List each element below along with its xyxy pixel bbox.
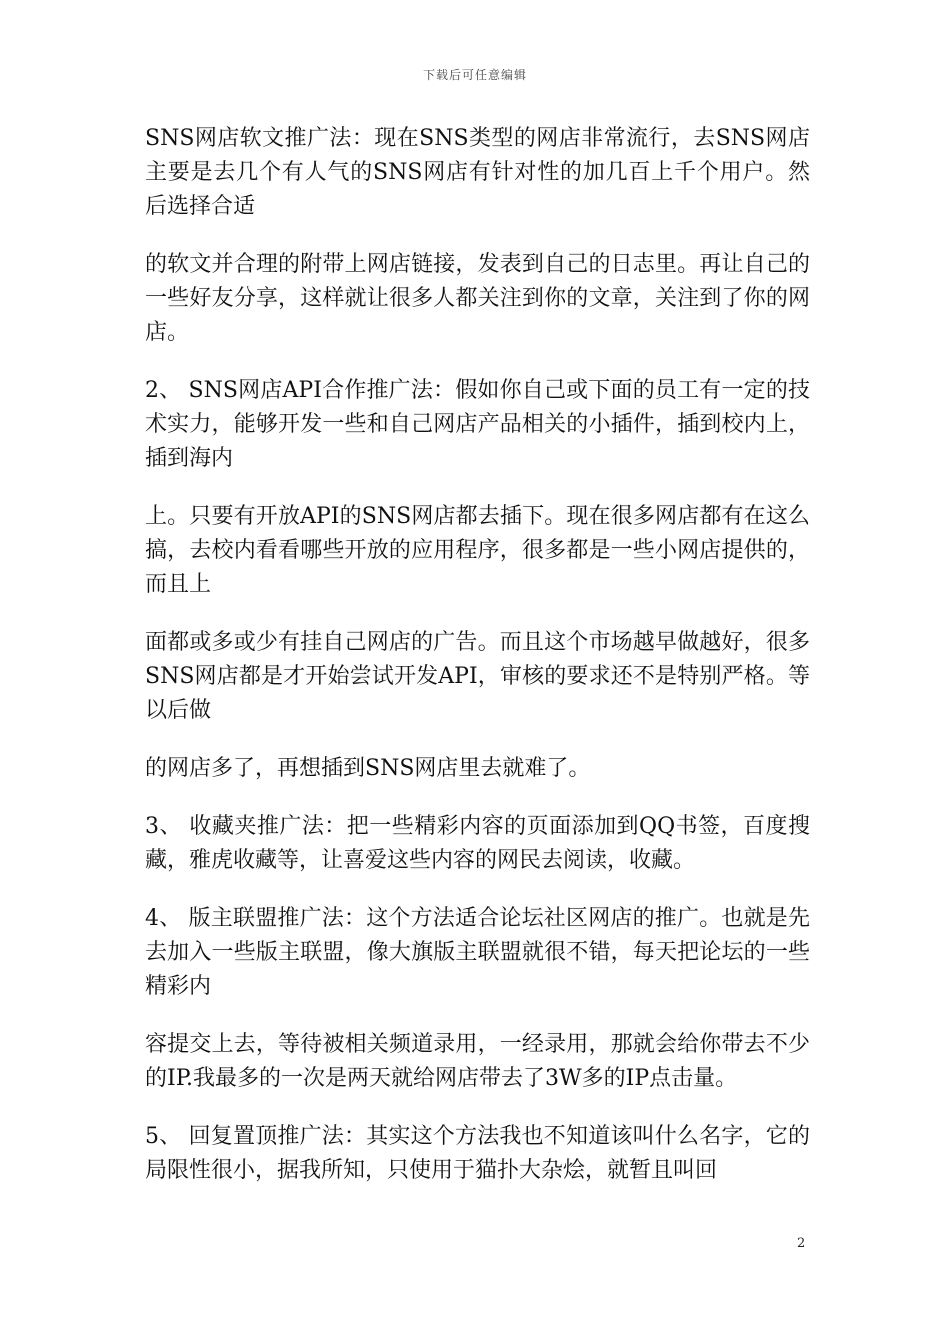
paragraph: 的软文并合理的附带上网店链接，发表到自己的日志里。再让自己的一些好友分享，这样就让很多人都关注到你的文章，关注到了你的网店。 bbox=[145, 252, 810, 345]
page-header: 下载后可任意编辑 bbox=[422, 68, 527, 82]
document-body bbox=[145, 122, 810, 1212]
paragraph: 面都或多或少有挂自己网店的广告。而且这个市场越早做越好，很多SNS网店都是才开始尝试开发API，审核的要求还不是特别严格。等以后做 bbox=[145, 630, 810, 723]
paragraph: 上。只要有开放API的SNS网店都去插下。现在很多网店都有在这么搞，去校内看看哪些开放的应用程序，很多都是一些小网店提供的，而且上 bbox=[145, 504, 810, 597]
paragraph: SNS网店软文推广法：现在SNS类型的网店非常流行，去SNS网店主要是去几个有人气的SNS网店有针对性的加几百上千个用户。然后选择合适 bbox=[145, 126, 810, 219]
paragraph: 2、 SNS网店API合作推广法：假如你自己或下面的员工有一定的技术实力，能够开发一些和自己网店产品相关的小插件，插到校内上，插到海内 bbox=[145, 378, 810, 471]
paragraph: 4、 版主联盟推广法：这个方法适合论坛社区网店的推广。也就是先去加入一些版主联盟，像大旗版主联盟就很不错，每天把论坛的一些精彩内 bbox=[145, 906, 810, 999]
paragraph: 5、 回复置顶推广法：其实这个方法我也不知道该叫什么名字，它的局限性很小，据我所知，只使用于猫扑大杂烩，就暂且叫回 bbox=[145, 1124, 810, 1183]
page-number: 2 bbox=[797, 1236, 806, 1251]
paragraph: 的网店多了，再想插到SNS网店里去就难了。 bbox=[145, 756, 591, 781]
paragraph: 3、 收藏夹推广法：把一些精彩内容的页面添加到QQ书签，百度搜藏，雅虎收藏等，让喜爱这些内容的网民去阅读，收藏。 bbox=[145, 814, 810, 873]
paragraph: 容提交上去，等待被相关频道录用，一经录用，那就会给你带去不少的IP.我最多的一次是两天就给网店带去了3W多的IP点击量。 bbox=[145, 1032, 810, 1091]
